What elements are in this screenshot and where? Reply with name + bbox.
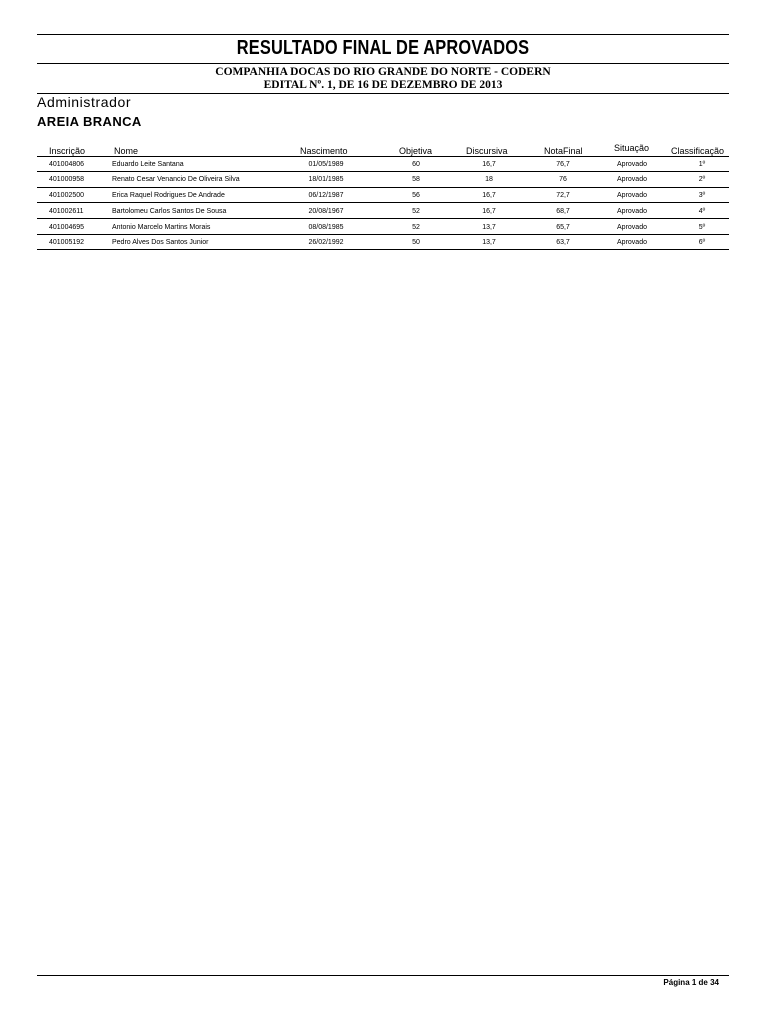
cell-nome: Eduardo Leite Santana xyxy=(112,161,184,168)
cell-situacao: Aprovado xyxy=(617,224,647,231)
cell-classificacao: 2º xyxy=(698,176,706,183)
col-header-classificacao: Classificação xyxy=(671,146,725,156)
company-name: COMPANHIA DOCAS DO RIO GRANDE DO NORTE - CODERN xyxy=(215,66,551,78)
col-header-situacao: Situação xyxy=(614,143,650,153)
top-rule xyxy=(37,34,729,35)
cell-situacao: Aprovado xyxy=(617,239,647,246)
row-rule xyxy=(37,249,729,250)
cell-nascimento: 18/01/1985 xyxy=(308,176,344,183)
row-rule xyxy=(37,234,729,235)
cell-classificacao: 5º xyxy=(698,224,706,231)
cell-discursiva: 13,7 xyxy=(482,224,496,231)
cell-situacao: Aprovado xyxy=(617,208,647,215)
row-rule xyxy=(37,171,729,172)
cell-nota-final: 68,7 xyxy=(556,208,570,215)
cell-nota-final: 63,7 xyxy=(556,239,570,246)
col-header-nascimento: Nascimento xyxy=(300,146,348,156)
cell-discursiva: 16,7 xyxy=(482,161,496,168)
cell-nome: Erica Raquel Rodrigues De Andrade xyxy=(112,192,225,199)
cell-situacao: Aprovado xyxy=(617,192,647,199)
cell-situacao: Aprovado xyxy=(617,161,647,168)
cell-classificacao: 6º xyxy=(698,239,706,246)
cell-objetiva: 50 xyxy=(412,239,420,246)
title-rule xyxy=(37,63,729,64)
document-title: RESULTADO FINAL DE APROVADOS xyxy=(236,37,530,59)
row-rule xyxy=(37,218,729,219)
col-header-objetiva: Objetiva xyxy=(399,146,433,156)
edital-line: EDITAL Nº. 1, DE 16 DE DEZEMBRO DE 2013 xyxy=(263,79,503,91)
cell-inscricao: 401005192 xyxy=(49,239,85,246)
row-rule xyxy=(37,202,729,203)
footer-rule xyxy=(37,975,729,976)
cell-inscricao: 401002611 xyxy=(49,208,84,215)
cell-nascimento: 20/08/1967 xyxy=(308,208,344,215)
cell-inscricao: 401002500 xyxy=(49,192,85,199)
cell-objetiva: 52 xyxy=(412,224,420,231)
cell-inscricao: 401000958 xyxy=(49,176,85,183)
page-number: Página 1 de 34 xyxy=(663,978,719,987)
cell-nota-final: 76 xyxy=(559,176,567,183)
cell-nota-final: 72,7 xyxy=(556,192,570,199)
col-header-inscricao: Inscrição xyxy=(49,146,86,156)
cell-discursiva: 16,7 xyxy=(482,192,496,199)
cell-objetiva: 52 xyxy=(412,208,420,215)
cell-nascimento: 26/02/1992 xyxy=(308,239,344,246)
col-header-nome: Nome xyxy=(114,146,139,156)
header-rule xyxy=(37,156,729,157)
cell-situacao: Aprovado xyxy=(617,176,647,183)
col-header-nota-final: NotaFinal xyxy=(544,146,583,156)
cell-classificacao: 4º xyxy=(698,208,706,215)
cell-discursiva: 18 xyxy=(485,176,493,183)
col-header-discursiva: Discursiva xyxy=(466,146,508,156)
cell-nome: Renato Cesar Venancio De Oliveira Silva xyxy=(112,176,240,183)
city-heading: AREIA BRANCA xyxy=(37,114,142,129)
cell-classificacao: 1º xyxy=(698,161,706,168)
cell-nascimento: 06/12/1987 xyxy=(308,192,344,199)
role-heading: Administrador xyxy=(37,94,132,110)
cell-nota-final: 76,7 xyxy=(556,161,570,168)
cell-nome: Antonio Marcelo Martins Morais xyxy=(112,224,211,231)
cell-nascimento: 08/08/1985 xyxy=(308,224,344,231)
cell-inscricao: 401004806 xyxy=(49,161,85,168)
cell-nascimento: 01/05/1989 xyxy=(308,161,344,168)
cell-nome: Pedro Alves Dos Santos Junior xyxy=(112,239,209,246)
cell-objetiva: 60 xyxy=(412,161,420,168)
cell-classificacao: 3º xyxy=(698,192,706,199)
row-rule xyxy=(37,187,729,188)
cell-discursiva: 13,7 xyxy=(482,239,496,246)
cell-objetiva: 58 xyxy=(412,176,420,183)
cell-nota-final: 65,7 xyxy=(556,224,570,231)
cell-nome: Bartolomeu Carlos Santos De Sousa xyxy=(112,208,227,215)
cell-objetiva: 56 xyxy=(412,192,420,199)
cell-discursiva: 16,7 xyxy=(482,208,496,215)
subheader-rule xyxy=(37,93,729,94)
cell-inscricao: 401004695 xyxy=(49,224,85,231)
